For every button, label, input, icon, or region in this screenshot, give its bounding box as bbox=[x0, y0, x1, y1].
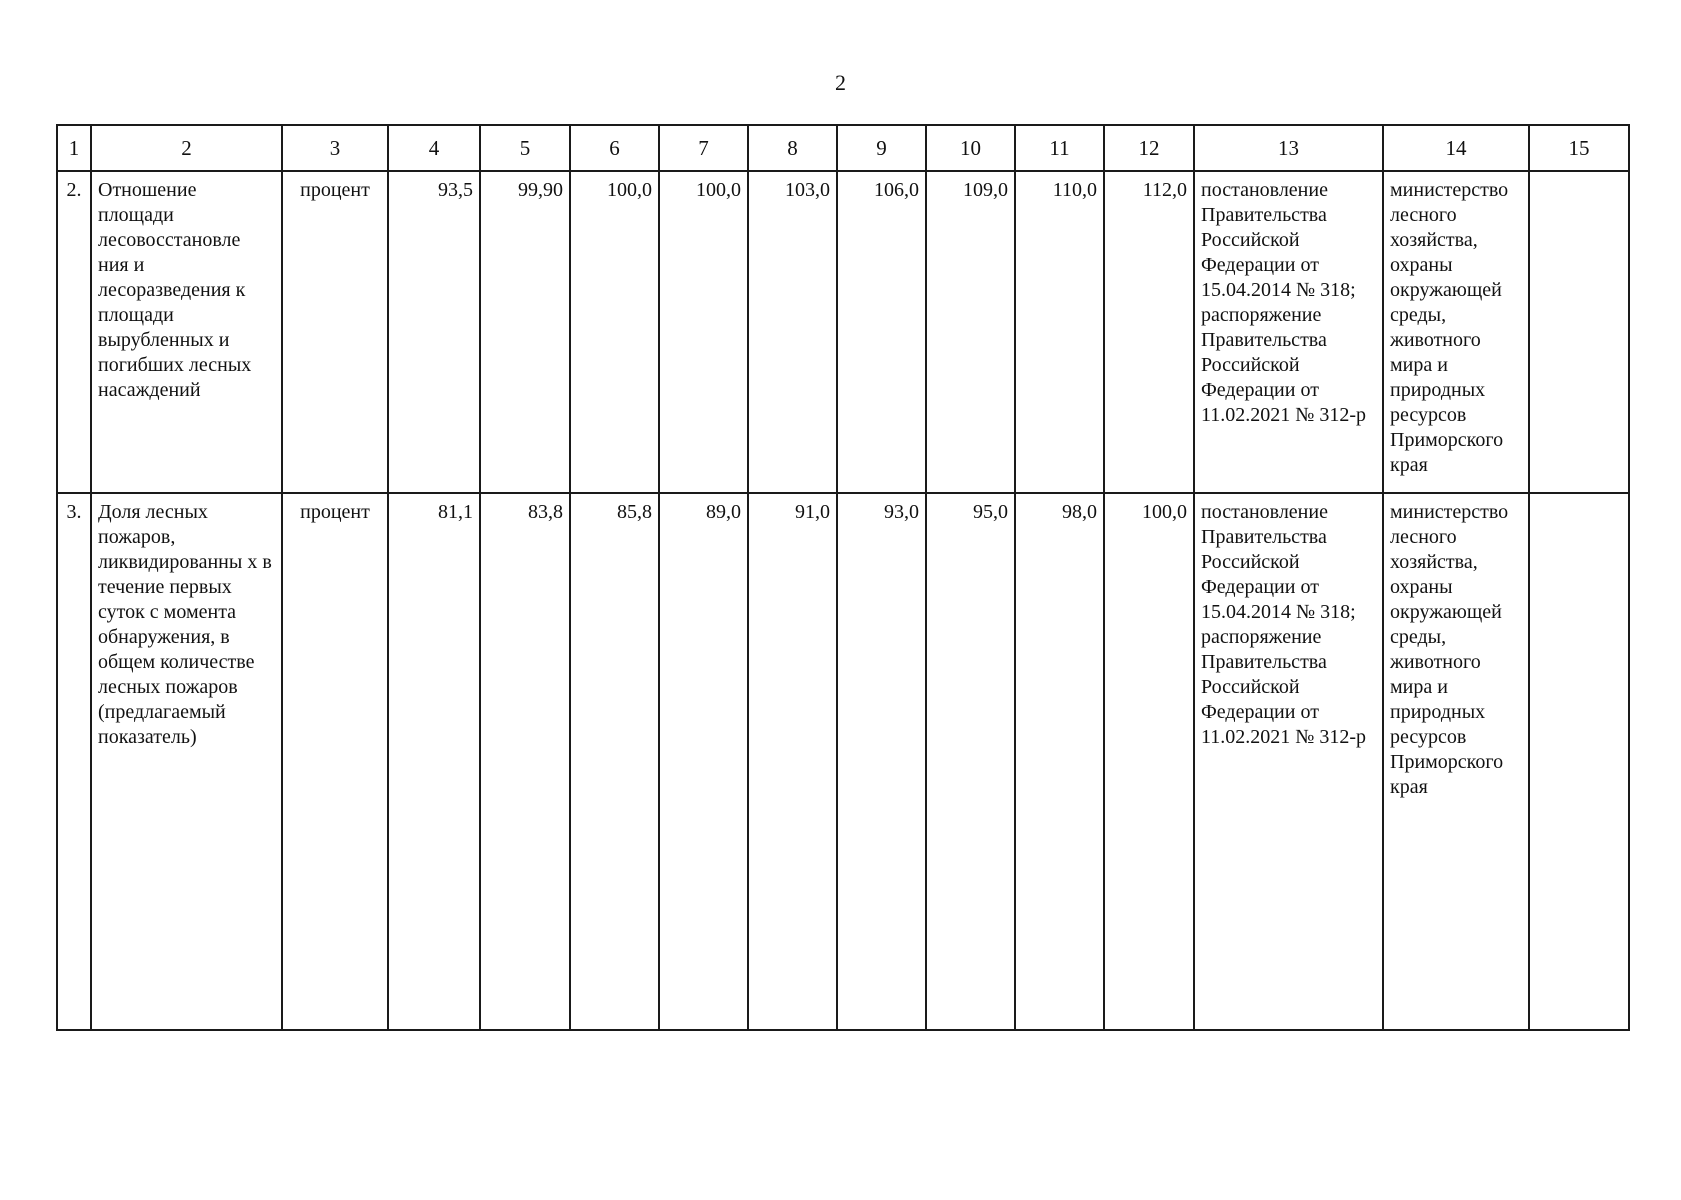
value-cell: 91,0 bbox=[748, 493, 837, 1030]
value-cell: 100,0 bbox=[659, 171, 748, 493]
value-cell: 99,90 bbox=[480, 171, 570, 493]
value-cell: 112,0 bbox=[1104, 171, 1194, 493]
table-header-row bbox=[57, 125, 1629, 171]
indicator-name: Отношение площади лесовосстановле ния и лесоразведения к площади вырубленных и погибших лесных насаждений bbox=[91, 171, 282, 493]
row-index: 2. bbox=[57, 171, 91, 493]
value-cell: 93,5 bbox=[388, 171, 480, 493]
unit-cell: процент bbox=[282, 493, 388, 1030]
indicators-table bbox=[56, 124, 1630, 1031]
document-cell: постановление Правительства Российской Федерации от 15.04.2014 № 318; распоряжение Правительства Российской Федерации от 11.02.2021 № 312-р bbox=[1194, 171, 1383, 493]
value-cell: 100,0 bbox=[570, 171, 659, 493]
column-header: 4 bbox=[388, 125, 480, 171]
column-header: 1 bbox=[57, 125, 91, 171]
value-cell: 109,0 bbox=[926, 171, 1015, 493]
column-header: 15 bbox=[1529, 125, 1629, 171]
value-cell: 85,8 bbox=[570, 493, 659, 1030]
column-header: 11 bbox=[1015, 125, 1104, 171]
table-row bbox=[57, 493, 1629, 1030]
note-cell bbox=[1529, 493, 1629, 1030]
row-index: 3. bbox=[57, 493, 91, 1030]
value-cell: 93,0 bbox=[837, 493, 926, 1030]
column-header: 10 bbox=[926, 125, 1015, 171]
unit-cell: процент bbox=[282, 171, 388, 493]
value-cell: 81,1 bbox=[388, 493, 480, 1030]
column-header: 14 bbox=[1383, 125, 1529, 171]
indicator-name: Доля лесных пожаров, ликвидированны х в течение первых суток с момента обнаружения, в общем количестве лесных пожаров (предлагаемый показатель) bbox=[91, 493, 282, 1030]
column-header: 9 bbox=[837, 125, 926, 171]
value-cell: 100,0 bbox=[1104, 493, 1194, 1030]
value-cell: 83,8 bbox=[480, 493, 570, 1030]
column-header: 13 bbox=[1194, 125, 1383, 171]
responsible-cell: министерство лесного хозяйства, охраны окружающей среды, животного мира и природных ресурсов Приморского края bbox=[1383, 171, 1529, 493]
value-cell: 110,0 bbox=[1015, 171, 1104, 493]
column-header: 5 bbox=[480, 125, 570, 171]
document-cell: постановление Правительства Российской Федерации от 15.04.2014 № 318; распоряжение Правительства Российской Федерации от 11.02.2021 № 312-р bbox=[1194, 493, 1383, 1030]
page-number: 2 bbox=[835, 70, 846, 95]
column-header: 12 bbox=[1104, 125, 1194, 171]
column-header: 2 bbox=[91, 125, 282, 171]
table-row bbox=[57, 171, 1629, 493]
value-cell: 95,0 bbox=[926, 493, 1015, 1030]
column-header: 8 bbox=[748, 125, 837, 171]
note-cell bbox=[1529, 171, 1629, 493]
value-cell: 89,0 bbox=[659, 493, 748, 1030]
column-header: 7 bbox=[659, 125, 748, 171]
value-cell: 98,0 bbox=[1015, 493, 1104, 1030]
responsible-cell: министерство лесного хозяйства, охраны окружающей среды, животного мира и природных ресурсов Приморского края bbox=[1383, 493, 1529, 1030]
column-header: 3 bbox=[282, 125, 388, 171]
value-cell: 103,0 bbox=[748, 171, 837, 493]
column-header: 6 bbox=[570, 125, 659, 171]
value-cell: 106,0 bbox=[837, 171, 926, 493]
